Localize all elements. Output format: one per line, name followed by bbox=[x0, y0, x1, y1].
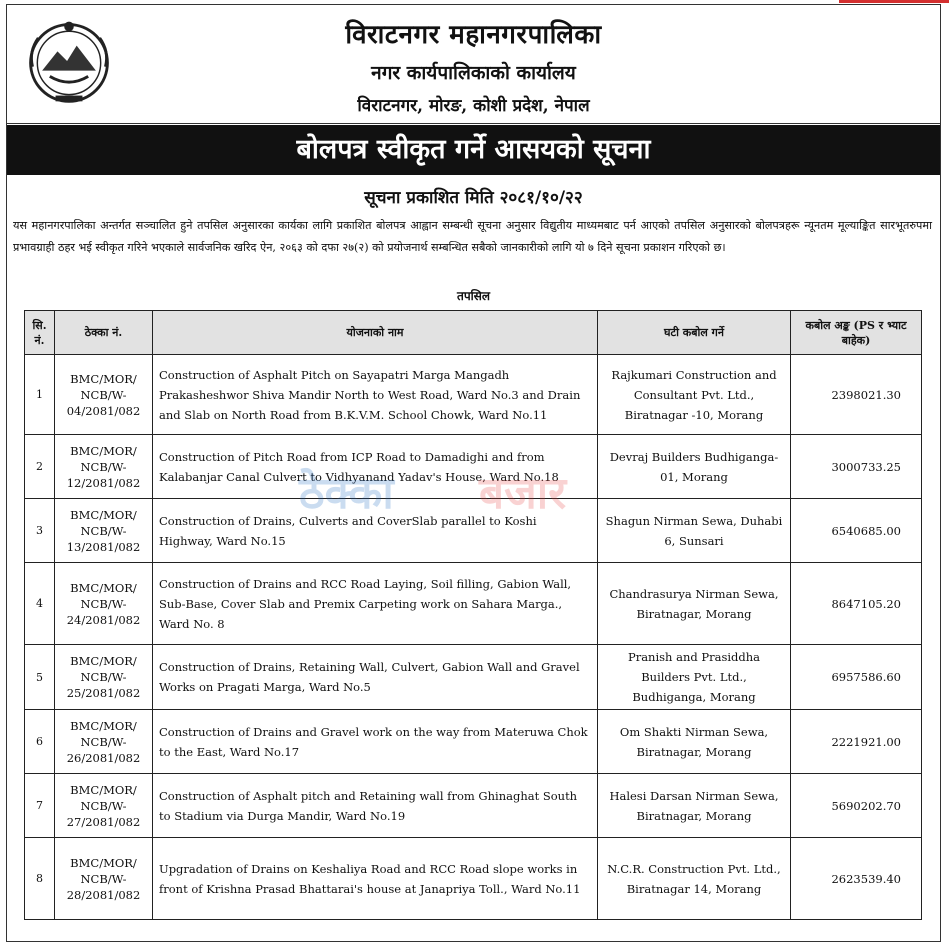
col-header-bid-amount: कबोल अङ्क (PS र भ्याट बाहेक) bbox=[791, 311, 922, 355]
table-row bbox=[25, 645, 922, 710]
row-amount: 6540685.00 bbox=[791, 499, 922, 563]
row-contract-no: BMC/MOR/ NCB/W- 26/2081/082 bbox=[55, 710, 153, 774]
notice-title: बोलपत्र स्वीकृत गर्ने आसयको सूचना bbox=[7, 125, 940, 175]
col-header-sn: सि. नं. bbox=[25, 311, 55, 355]
row-amount: 8647105.20 bbox=[791, 563, 922, 645]
table-row bbox=[25, 563, 922, 645]
row-project: Construction of Asphalt Pitch on Sayapatri Marga Mangadh Prakasheshwor Shiva Mandir North to West Road, Ward No.3 and Drain and Slab on North Road from B.K.V.M. School Chowk, Ward No.11 bbox=[153, 355, 598, 435]
row-project: Construction of Drains, Culverts and CoverSlab parallel to Koshi Highway, Ward No.15 bbox=[153, 499, 598, 563]
row-bidder: Halesi Darsan Nirman Sewa, Biratnagar, Morang bbox=[598, 774, 791, 838]
row-sn: 3 bbox=[25, 499, 55, 563]
row-bidder: Shagun Nirman Sewa, Duhabi 6, Sunsari bbox=[598, 499, 791, 563]
row-contract-no: BMC/MOR/ NCB/W- 27/2081/082 bbox=[55, 774, 153, 838]
row-sn: 8 bbox=[25, 838, 55, 920]
row-sn: 2 bbox=[25, 435, 55, 499]
row-sn: 5 bbox=[25, 645, 55, 710]
row-sn: 4 bbox=[25, 563, 55, 645]
row-contract-no: BMC/MOR/ NCB/W- 04/2081/082 bbox=[55, 355, 153, 435]
table-row bbox=[25, 774, 922, 838]
row-sn: 1 bbox=[25, 355, 55, 435]
office-address: विराटनगर, मोरङ, कोशी प्रदेश, नेपाल bbox=[357, 96, 590, 116]
publish-date: सूचना प्रकाशित मिति २०८१/१०/२२ bbox=[364, 188, 583, 208]
table-row bbox=[25, 499, 922, 563]
row-project: Construction of Drains, Retaining Wall, Culvert, Gabion Wall and Gravel Works on Pragati Marga, Ward No.5 bbox=[153, 645, 598, 710]
row-project: Construction of Asphalt pitch and Retaining wall from Ghinaghat South to Stadium via Durga Mandir, Ward No.19 bbox=[153, 774, 598, 838]
table-row bbox=[25, 710, 922, 774]
table-row bbox=[25, 435, 922, 499]
row-amount: 2623539.40 bbox=[791, 838, 922, 920]
letterhead bbox=[7, 5, 940, 124]
row-sn: 7 bbox=[25, 774, 55, 838]
row-amount: 2221921.00 bbox=[791, 710, 922, 774]
office-name: नगर कार्यपालिकाको कार्यालय bbox=[371, 62, 576, 84]
row-amount: 6957586.60 bbox=[791, 645, 922, 710]
row-project: Upgradation of Drains on Keshaliya Road and RCC Road slope works in front of Krishna Prasad Bhattarai's house at Janapriya Toll., Ward No.11 bbox=[153, 838, 598, 920]
row-sn: 6 bbox=[25, 710, 55, 774]
row-contract-no: BMC/MOR/ NCB/W- 12/2081/082 bbox=[55, 435, 153, 499]
row-bidder: Om Shakti Nirman Sewa, Biratnagar, Morang bbox=[598, 710, 791, 774]
row-amount: 2398021.30 bbox=[791, 355, 922, 435]
row-contract-no: BMC/MOR/ NCB/W- 28/2081/082 bbox=[55, 838, 153, 920]
municipality-name: विराटनगर महानगरपालिका bbox=[345, 20, 602, 50]
table-row bbox=[25, 355, 922, 435]
row-bidder: Pranish and Prasiddha Builders Pvt. Ltd., Budhiganga, Morang bbox=[598, 645, 791, 710]
row-amount: 5690202.70 bbox=[791, 774, 922, 838]
row-contract-no: BMC/MOR/ NCB/W- 24/2081/082 bbox=[55, 563, 153, 645]
row-contract-no: BMC/MOR/ NCB/W- 25/2081/082 bbox=[55, 645, 153, 710]
bid-table bbox=[24, 310, 922, 920]
col-header-lowest-bidder: घटी कबोल गर्ने bbox=[598, 311, 791, 355]
watermark-part1: ठेक्का bbox=[299, 468, 394, 519]
row-contract-no: BMC/MOR/ NCB/W- 13/2081/082 bbox=[55, 499, 153, 563]
notice-intro: यस महानगरपालिका अन्तर्गत सञ्चालित हुने तपसिल अनुसारका कार्यका लागि प्रकाशित बोलपत्र आह्वान सम्बन्धी सूचना अनुसार विद्युतीय माध्यमबाट पर्न आएको तपसिल अनुसारको बोलपत्रहरू न्यूनतम मूल्याङ्कित सारभूतरुपमा प्रभावग्राही ठहर भई स्वीकृत गरिने भएकाले सार्वजनिक खरिद ऐन, २०६३ को दफा २७(२) को प्रयोजनार्थ सम्बन्धित सबैको जानकारीको लागि यो ७ दिने सूचना प्रकाशन गरिएको छ। bbox=[13, 219, 932, 254]
col-header-project-name: योजनाको नाम bbox=[153, 311, 598, 355]
watermark-part2: बजार bbox=[479, 468, 567, 519]
row-project: Construction of Pitch Road from ICP Road to Damadighi and from Kalabanjar Canal Culvert to Vidhyanand Yadav's House, Ward No.18 bbox=[153, 435, 598, 499]
details-heading: तपसिल bbox=[456, 289, 490, 303]
table-row bbox=[25, 838, 922, 920]
row-project: Construction of Drains and RCC Road Laying, Soil filling, Gabion Wall, Sub-Base, Cover Slab and Premix Carpeting work on Sahara Marga., Ward No. 8 bbox=[153, 563, 598, 645]
row-bidder: Chandrasurya Nirman Sewa, Biratnagar, Morang bbox=[598, 563, 791, 645]
row-bidder: Rajkumari Construction and Consultant Pvt. Ltd., Biratnagar -10, Morang bbox=[598, 355, 791, 435]
row-bidder: Devraj Builders Budhiganga-01, Morang bbox=[598, 435, 791, 499]
col-header-contract-no: ठेक्का नं. bbox=[55, 311, 153, 355]
notice-frame bbox=[6, 4, 941, 942]
row-bidder: N.C.R. Construction Pvt. Ltd., Biratnagar 14, Morang bbox=[598, 838, 791, 920]
top-accent-bar bbox=[839, 0, 949, 3]
table-header-row bbox=[25, 311, 922, 355]
row-project: Construction of Drains and Gravel work on the way from Materuwa Chok to the East, Ward No.17 bbox=[153, 710, 598, 774]
row-amount: 3000733.25 bbox=[791, 435, 922, 499]
